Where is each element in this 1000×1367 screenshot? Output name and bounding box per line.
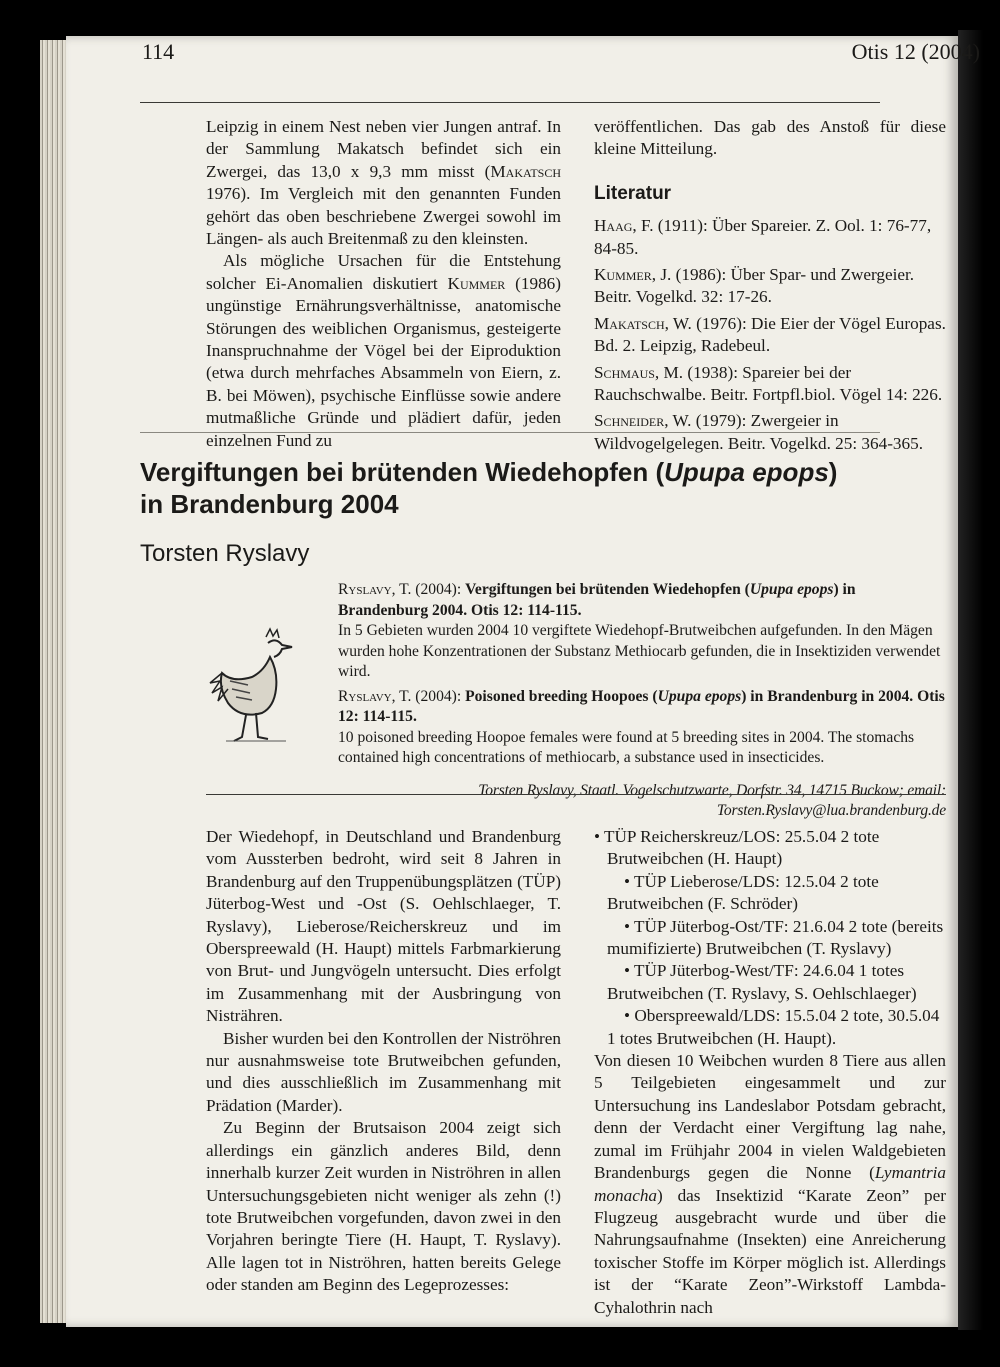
literature-heading: Literatur bbox=[594, 182, 672, 204]
paragraph: veröffentlichen. Das gab des Anstoß für diese kleine Mitteilung. bbox=[594, 117, 946, 159]
body-right-column bbox=[594, 826, 946, 1319]
body-left-column bbox=[206, 826, 561, 1297]
paragraph: Von diesen 10 Weibchen wurden 8 Tiere aus allen 5 Teilgebieten eingesammelt und zur Untersuchung ins Landeslabor Potsdam gebracht, denn der Verdacht einer Vergiftung lag nahe, zumal im Frühjahr 2004 in vielen Waldgebieten Brandenburgs gegen die Nonne (Lymantria monacha) das Insektizid “Karate Zeon” per Flugzeug ausgebracht wurde und über die Nahrungsaufnahme (Insekten) eine Anreicherung toxischer Stoffe im Körper möglich ist. Allerdings ist der “Karate Zeon”-Wirkstoff Lambda-Cyhalothrin nach bbox=[594, 1051, 946, 1317]
paragraph: Der Wiedehopf, in Deutschland und Brandenburg vom Aussterben bedroht, wird seit 8 Jahren in Brandenburg auf den Truppenübungsplätzen (TÜP) Jüterbog-West und -Ost (S. Oehlschlaeger, T. Ryslavy), Lieberose/Reicherskreuz und im Oberspreewald (H. Haupt) mittels Farbmarkierung von Brut- und Jungvögeln untersucht. Dies erfolgt im Zusammenhang mit der Ausbringung von Nisträhren. bbox=[206, 827, 561, 1026]
page-stack-edge bbox=[40, 40, 68, 1323]
author-affiliation: Torsten Ryslavy, Staatl. Vogelschutzwarte, Dorfstr. 34, 14715 Buckow; email: Torsten.Ryslavy@lua.brandenburg.de bbox=[478, 781, 946, 819]
paragraph: Bisher wurden bei den Kontrollen der Niströhren nur ausnahmsweise tote Brutweibchen gefunden, und dies ausschließlich im Zusammenhang mit Prädation (Marder). bbox=[206, 1028, 561, 1115]
paragraph: Leipzig in einem Nest neben vier Jungen antraf. In der Sammlung Makatsch befindet sich ein Zwergei, das 13,0 x 9,3 mm misst (Makatsch 1976). Im Vergleich mit den genannten Funden gehört das oben beschriebene Zwergei sowohl im Längen- als auch Breitenmaß zu den kleinsten. bbox=[206, 117, 561, 249]
reference: Haag, F. (1911): Über Spareier. Z. Ool. 1: 76-77, 84-85. bbox=[594, 216, 932, 258]
list-item: • TÜP Reicherskreuz/LOS: 25.5.04 2 tote Brutweibchen (H. Haupt) bbox=[594, 827, 880, 869]
abstract-german: Ryslavy, T. (2004): Vergiftungen bei brütenden Wiedehopfen (Upupa epops) in Brandenburg 2004. Otis 12: 114-115. In 5 Gebieten wurden 2004 10 vergiftete Wiedehopf-Brutweibchen aufgefunden. In den Mägen wurden hohe Konzentrationen der Substanz Methiocarb gefunden, die in Insektiziden verwendet wird. bbox=[338, 581, 941, 680]
page-number: 114 bbox=[142, 39, 175, 64]
article-title: Vergiftungen bei brütenden Wiedehopfen (Upupa epops) in Brandenburg 2004 bbox=[140, 457, 838, 519]
list-item: • TÜP Lieberose/LDS: 12.5.04 2 tote Brutweibchen (F. Schröder) bbox=[607, 871, 879, 914]
header-rule bbox=[140, 102, 880, 103]
right-column-top bbox=[594, 116, 946, 459]
list-item: • TÜP Jüterbog-West/TF: 24.6.04 1 totes Brutweibchen (T. Ryslavy, S. Oehlschlaeger) bbox=[607, 961, 917, 1003]
reference: Schmaus, M. (1938): Spareier bei der Rauchschwalbe. Beitr. Fortpfl.biol. Vögel 14: 226. bbox=[594, 362, 943, 405]
left-column-top bbox=[206, 116, 561, 452]
article-author: Torsten Ryslavy bbox=[140, 540, 310, 567]
scan-shadow bbox=[958, 30, 1000, 1330]
reference: Makatsch, W. (1976): Die Eier der Vögel Europas. Bd. 2. Leipzig, Radebeul. bbox=[594, 313, 946, 356]
list-item: • TÜP Jüterbog-Ost/TF: 21.6.04 2 tote (bereits mumifizierte) Brutweibchen (T. Ryslavy) bbox=[607, 916, 944, 959]
reference: Kummer, J. (1986): Über Spar- und Zwergeier. Beitr. Vogelkd. 32: 17-26. bbox=[594, 265, 915, 307]
list-item: • Oberspreewald/LDS: 15.5.04 2 tote, 30.5.04 1 totes Brutweibchen (H. Haupt). bbox=[607, 1006, 940, 1048]
running-header: Otis 12 (2004) bbox=[851, 39, 980, 64]
hoopoe-bird-drawing bbox=[206, 625, 296, 745]
paragraph: Als mögliche Ursachen für die Entstehung solcher Ei-Anomalien diskutiert Kummer (1986) ungünstige Ernährungsverhältnisse, anatomische Störungen des weiblichen Organismus, gesteigerte Inanspruchnahme der Vögel bei der Eiproduktion (etwa durch mehrfaches Absammeln von Eiern, z. B. bei Möwen), psychische Einflüsse sowie andere mutmaßliche Gründe und plädiert dafür, jeden einzelnen Fund zu bbox=[206, 251, 561, 450]
abstract-english: Ryslavy, T. (2004): Poisoned breeding Hoopoes (Upupa epops) in Brandenburg in 2004. Otis 12: 114-115. 10 poisoned breeding Hoopoe females were found at 5 breeding sites in 2004. The stomachs contained high concentrations of methiocarb, a substance used in insecticides. bbox=[338, 687, 945, 766]
abstract-rule bbox=[206, 794, 946, 795]
abstract-block bbox=[338, 580, 946, 826]
reference: Schneider, W. (1979): Zwergeier in Wildvogelgelegen. Beitr. Vogelkd. 25: 364-365. bbox=[594, 411, 924, 453]
paragraph: Zu Beginn der Brutsaison 2004 zeigt sich allerdings ein gänzlich anderes Bild, denn innerhalb kurzer Zeit wurden in Niströhren in allen Untersuchungsgebieten nicht weniger als zehn (!) tote Brutweibchen vorgefunden, davon zwei in den Vorjahren beringte Tiere (H. Haupt, T. Ryslavy). Alle lagen tot in Niströhren, hatten bereits Gelege oder standen am Beginn des Legeprozesses: bbox=[206, 1118, 561, 1295]
